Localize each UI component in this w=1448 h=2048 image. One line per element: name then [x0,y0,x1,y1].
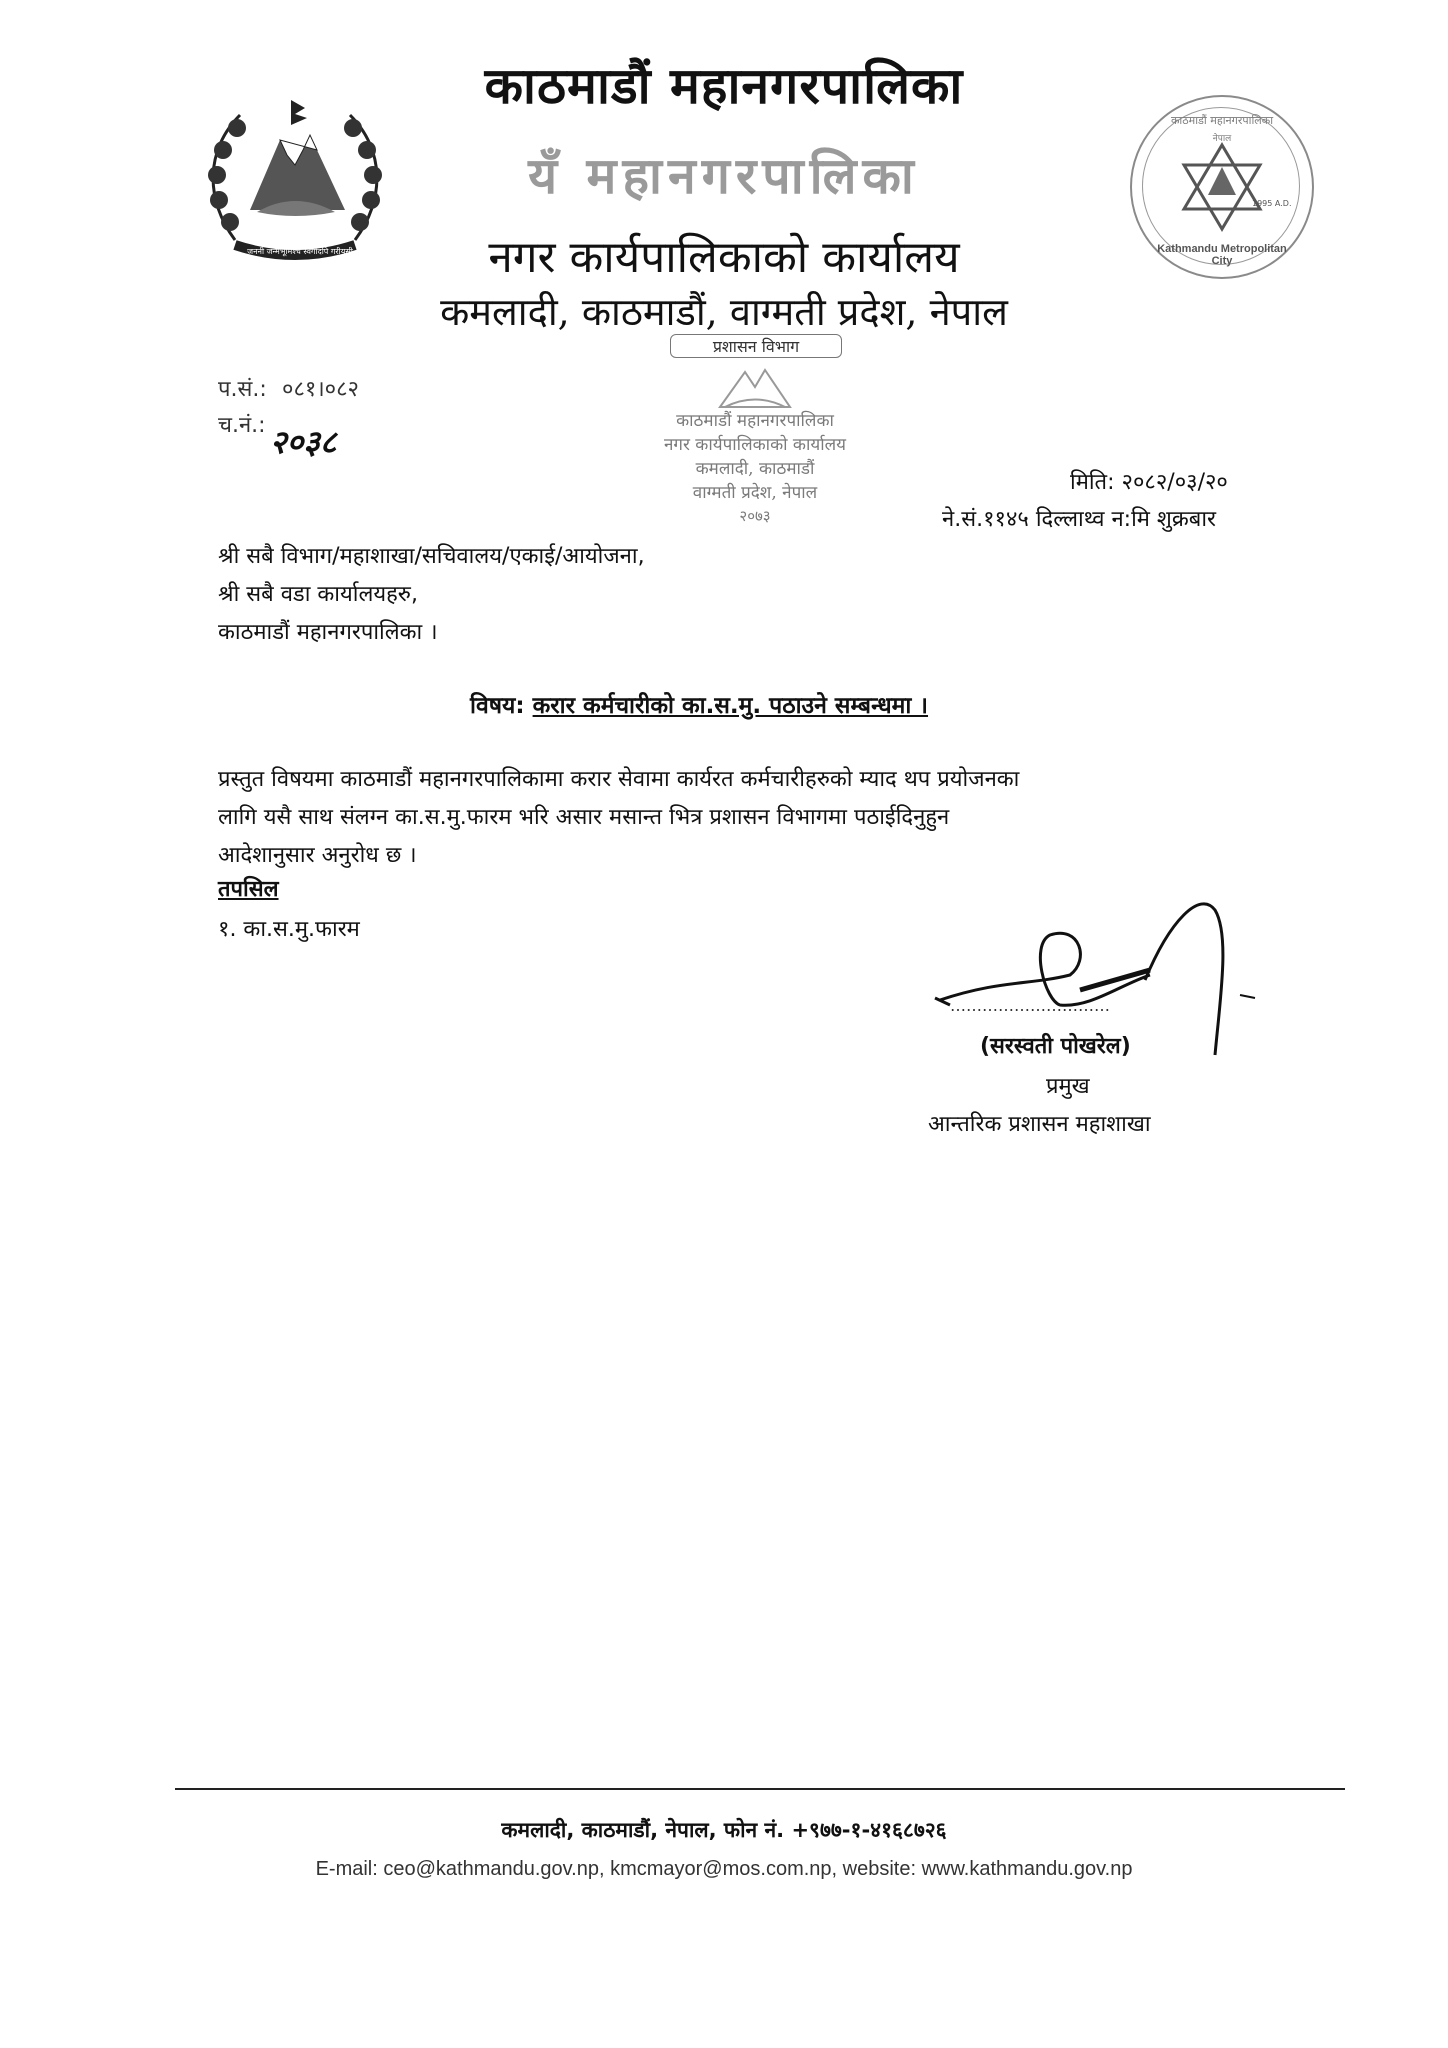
stamp-label: प्रशासन विभाग [670,334,842,358]
footer-address-phone: कमलादी, काठमाडौं, नेपाल, फोन नं. +९७७-१-४१६८७२६ [501,1818,947,1842]
body-line1: प्रस्तुत विषयमा काठमाडौं महानगरपालिकामा करार सेवामा कार्यरत कर्मचारीहरुको म्याद थप प्रयोजनका [218,767,1020,792]
stamp-line1: काठमाडौं महानगरपालिका [676,411,834,431]
enclosure-heading: तपसिल [218,877,279,902]
stamp-line5: २०७३ [739,507,771,525]
signatory-title: प्रमुख [1046,1074,1090,1099]
kmc-round-seal [1130,95,1314,279]
nepal-sambat-date: ने.सं.११४५ दिल्लाथ्व न:मि शुक्रबार [942,507,1217,532]
seal-text-top: काठमाडौं महानगरपालिका [1170,114,1274,127]
stamp-emblem-icon [715,362,795,412]
office-address: कमलादी, काठमाडौं, वाग्मती प्रदेश, नेपाल [440,290,1008,334]
subject-text: करार कर्मचारीको का.स.मु. पठाउने सम्बन्धमा । [532,693,929,719]
stamp-line3: कमलादी, काठमाडौं [695,459,815,479]
seal-text-small: नेपाल [1212,134,1232,144]
footer-contact: E-mail: ceo@kathmandu.gov.np, kmcmayor@mos.com.np, website: www.kathmandu.gov.np [315,1858,1133,1880]
recipient-line2: श्री सबै वडा कार्यालयहरु, [218,582,418,607]
date-miti [1070,466,1228,496]
cn-label: च.नं.: [218,413,266,438]
stamp-line4: वाग्मती प्रदेश, नेपाल [692,483,818,503]
metropolitan-star-icon [1172,137,1272,237]
enclosure-item: १. का.स.मु.फारम [218,917,360,942]
cn-value-handwritten: २०३८ [270,423,337,461]
organization-name-hindi: यँ महानगरपालिका [528,146,920,205]
signatory-department: आन्तरिक प्रशासन महाशाखा [928,1112,1151,1137]
recipient-line3: काठमाडौं महानगरपालिका । [218,620,438,645]
ps-value: ०८१।०८२ [282,377,359,402]
miti-value: २०८२/०३/२० [1121,470,1228,495]
body-line2: लागि यसै साथ संलग्न का.स.मु.फारम भरि असार मसान्त भित्र प्रशासन विभागमा पठाईदिनुहुन [218,805,950,830]
miti-label: मिति: [1070,470,1115,495]
seal-year: 1995 A.D. [1252,199,1292,208]
signature-dots: ………………………… [950,996,1110,1015]
ps-label: प.सं.: [218,377,267,402]
footer-divider [175,1788,1345,1790]
seal-text-english: Kathmandu Metropolitan City [1157,243,1287,267]
organization-name: काठमाडौं महानगरपालिका [484,57,964,115]
department-stamp [630,330,880,540]
body-line3: आदेशानुसार अनुरोध छ । [218,843,417,868]
stamp-line2: नगर कार्यपालिकाको कार्यालय [663,435,847,455]
emblem-motto: जननी जन्मभूमिश्च स्वर्गादपि गरीयसी [247,247,353,256]
signatory-name: (सरस्वती पोखरेल) [980,1034,1131,1059]
subject-label: विषय: [470,693,525,719]
office-name: नगर कार्यपालिकाको कार्यालय [488,232,960,283]
recipient-line1: श्री सबै विभाग/महाशाखा/सचिवालय/एकाई/आयोजना, [218,544,645,569]
subject [470,688,928,720]
